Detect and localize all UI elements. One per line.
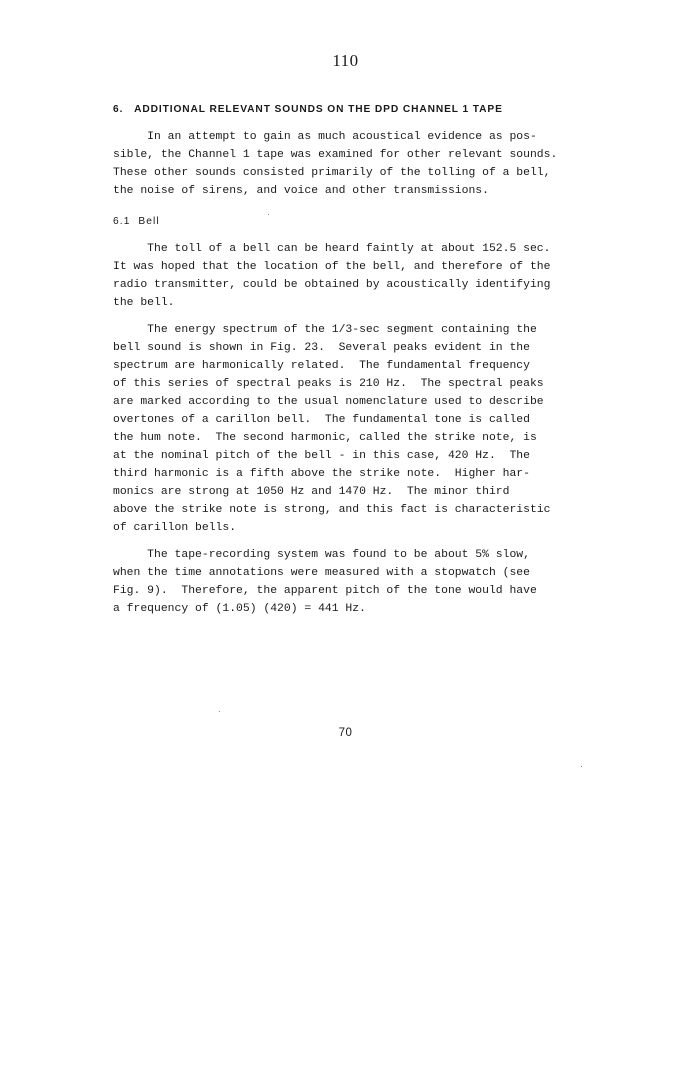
scan-speck bbox=[581, 766, 582, 767]
scan-speck bbox=[268, 214, 269, 215]
text-line: sible, the Channel 1 tape was examined for other relevant sounds. bbox=[113, 149, 558, 161]
text-line: These other sounds consisted primarily of the tolling of a bell, bbox=[113, 167, 551, 179]
text-line: of this series of spectral peaks is 210 Hz. The spectral peaks bbox=[113, 378, 544, 390]
text-line: The toll of a bell can be heard faintly at about 152.5 sec. bbox=[113, 243, 551, 255]
section-intro-paragraph bbox=[113, 128, 593, 200]
text-line: spectrum are harmonically related. The fundamental frequency bbox=[113, 360, 530, 372]
text-line: bell sound is shown in Fig. 23. Several peaks evident in the bbox=[113, 342, 530, 354]
subsection-heading: 6.1 Bell bbox=[113, 216, 160, 227]
text-line: It was hoped that the location of the bell, and therefore of the bbox=[113, 261, 551, 273]
text-line: radio transmitter, could be obtained by acoustically identifying bbox=[113, 279, 551, 291]
text-line: third harmonic is a fifth above the strike note. Higher har- bbox=[113, 468, 530, 480]
text-line: the hum note. The second harmonic, called the strike note, is bbox=[113, 432, 537, 444]
paragraph-energy-spectrum bbox=[113, 321, 593, 537]
text-line: monics are strong at 1050 Hz and 1470 Hz. The minor third bbox=[113, 486, 510, 498]
page-number-bottom: 70 bbox=[338, 727, 353, 739]
paragraph-tape-speed bbox=[113, 546, 593, 618]
text-line: In an attempt to gain as much acoustical evidence as pos- bbox=[113, 131, 537, 143]
text-line: above the strike note is strong, and this fact is characteristic bbox=[113, 504, 551, 516]
text-line: when the time annotations were measured with a stopwatch (see bbox=[113, 567, 530, 579]
page-number-top: 110 bbox=[332, 51, 359, 70]
section-heading: 6. ADDITIONAL RELEVANT SOUNDS ON THE DPD CHANNEL 1 TAPE bbox=[113, 104, 503, 115]
text-line: at the nominal pitch of the bell - in this case, 420 Hz. The bbox=[113, 450, 530, 462]
text-line: overtones of a carillon bell. The fundamental tone is called bbox=[113, 414, 530, 426]
text-line: The energy spectrum of the 1/3-sec segment containing the bbox=[113, 324, 537, 336]
text-line: a frequency of (1.05) (420) = 441 Hz. bbox=[113, 603, 366, 615]
scan-speck bbox=[219, 711, 220, 712]
text-line: Fig. 9). Therefore, the apparent pitch of the tone would have bbox=[113, 585, 537, 597]
text-line: of carillon bells. bbox=[113, 522, 237, 534]
document-body bbox=[113, 101, 593, 618]
paragraph-bell-toll bbox=[113, 240, 593, 312]
text-line: The tape-recording system was found to be about 5% slow, bbox=[113, 549, 530, 561]
text-line: are marked according to the usual nomenclature used to describe bbox=[113, 396, 544, 408]
text-line: the bell. bbox=[113, 297, 175, 309]
text-line: the noise of sirens, and voice and other transmissions. bbox=[113, 185, 489, 197]
